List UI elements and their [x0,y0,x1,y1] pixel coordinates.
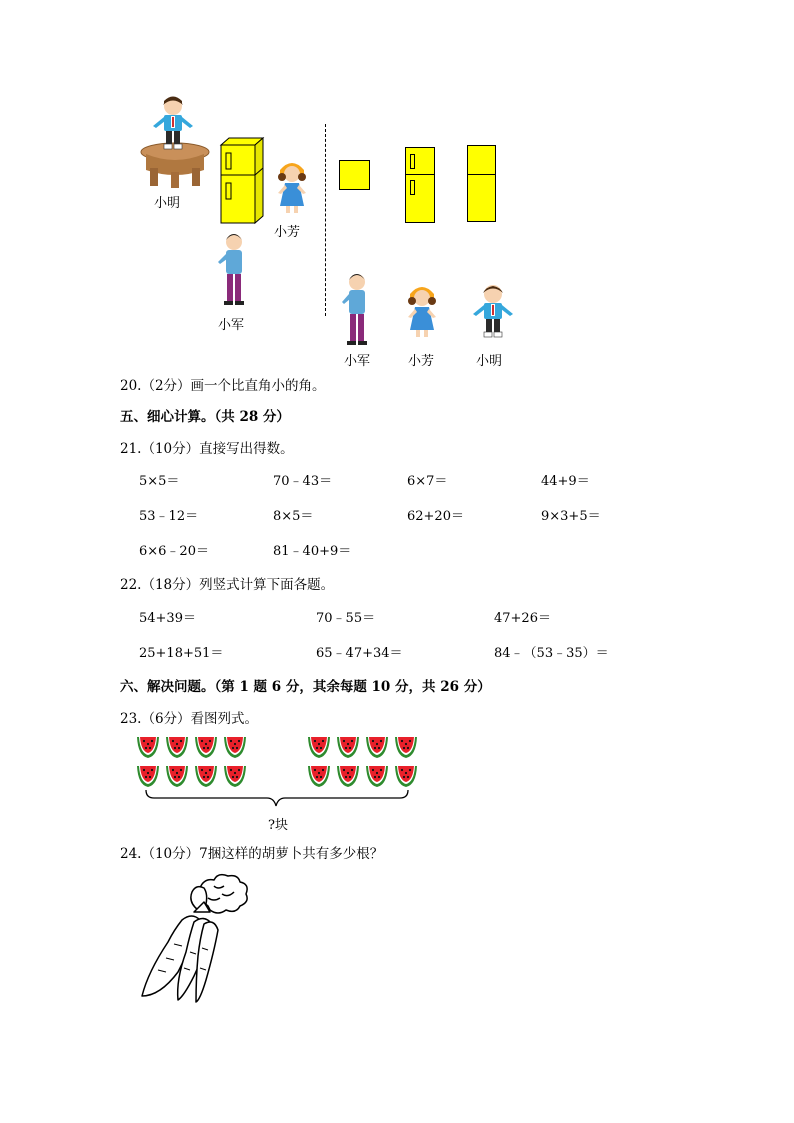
question-20: 20.（2分）画一个比直角小的角。 [120,378,326,394]
label-xiaoming-left: 小明 [154,196,181,211]
calc-item: 47+26＝ [494,611,551,626]
label-xiaojun-bottom: 小军 [344,354,371,369]
calc-item: 6×7＝ [407,474,448,489]
section-5-title: 五、细心计算。（共 28 分） [120,409,290,425]
question-22: 22.（18分）列竖式计算下面各题。 [120,577,335,593]
question-23: 23.（6分）看图列式。 [120,711,259,727]
fridge-side-view [467,145,496,222]
calc-item: 6×6﹣20＝ [139,544,209,559]
girl-xiaofang-bottom-image [404,284,440,342]
calc-item: 8×5＝ [273,509,314,524]
question-21: 21.（10分）直接写出得数。 [120,441,294,457]
label-xiaofang-left: 小芳 [274,225,301,240]
calc-item: 25+18+51＝ [139,646,224,661]
fridge-3d-image [219,137,265,225]
calc-item: 70﹣55＝ [316,611,376,626]
watermelon-figure [134,732,420,808]
calc-item: 54+39＝ [139,611,196,626]
question-24: 24.（10分）7捆这样的胡萝卜共有多少根？ [120,846,384,862]
boy-xiaojun-bottom-image [339,272,375,350]
girl-xiaofang-image [274,160,310,218]
calc-item: 62+20＝ [407,509,464,524]
calc-item: 81﹣40+9＝ [273,544,352,559]
calc-item: 53﹣12＝ [139,509,199,524]
boy-xiaoming-on-stool-image [150,96,196,158]
carrot-bundle-image [138,872,252,1004]
label-xiaofang-bottom: 小芳 [408,354,435,369]
calc-item: 5×5＝ [139,474,180,489]
calc-item: 44+9＝ [541,474,590,489]
dashed-divider [325,124,326,316]
section-6-title: 六、解决问题。（第 1 题 6 分，其余每题 10 分，共 26 分） [120,679,491,695]
calc-item: 9×3+5＝ [541,509,601,524]
label-xiaoming-bottom: 小明 [476,354,503,369]
calc-item: 70﹣43＝ [273,474,333,489]
boy-xiaojun-image [214,232,250,310]
square-top-view [339,160,370,190]
fridge-front-view [405,147,435,223]
brace-label: ?块 [268,818,288,833]
calc-item: 65﹣47+34＝ [316,646,403,661]
calc-item: 84﹣（53﹣35）＝ [494,646,609,661]
boy-xiaoming-bottom-image [470,284,516,346]
label-xiaojun-left: 小军 [218,318,245,333]
